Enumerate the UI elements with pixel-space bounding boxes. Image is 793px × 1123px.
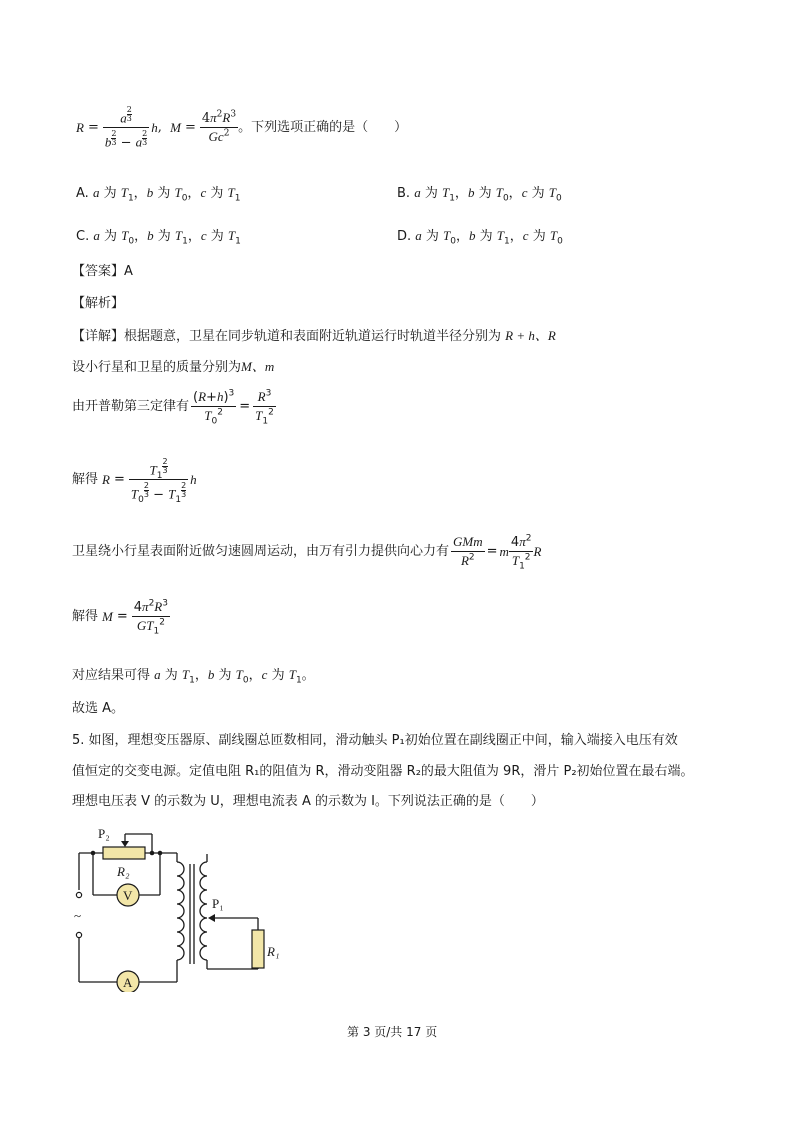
label-P1: P₁ <box>212 896 224 911</box>
label-P2: P₂ <box>98 826 110 841</box>
option-C: C. a 为 $T_0$，b 为 $T_1$，c 为 $T_1$ <box>76 228 241 247</box>
kepler-equation: 由开普勒第三定律有 $\frac{(R+h)^3}{T_0^2}$ = $\frac{R^3}{T_1^2}$ <box>72 388 274 427</box>
label-R1: R₁ <box>267 944 280 959</box>
detail-tail: R + h、R <box>505 328 556 343</box>
q5-line3: 理想电压表 V 的示数为 U，理想电流表 A 的示数为 I。下列说法正确的是（ ） <box>72 794 544 809</box>
gravity-equation: 卫星绕小行星表面附近做匀速圆周运动，由万有引力提供向心力有 $\frac{\text{GMm}}{R^2}$ = m $\frac{4\pi^2}{T_1^2}$ R <box>72 533 542 572</box>
solve-R-equation: 解得 R = $T_1$ $^{\frac{2}{3}}$ $T_0$ $^{\frac{2}{3}}$ − $T_1$ $^{\frac{2}{3}}$ h <box>72 457 197 506</box>
label-R2: R₂ <box>117 864 130 879</box>
formula-line-R-M: R = a $^{\frac{2}{3}}$ b $^{\frac{2}{3}}$ − a $^{\frac{2}{3}}$ h , M = $\frac{4\pi^2R^3}{Gc^2}$ 。下列选项正确的是（ ） <box>76 105 408 151</box>
fraction-R: a $^{\frac{2}{3}}$ b $^{\frac{2}{3}}$ − a $^{\frac{2}{3}}$ <box>104 105 148 151</box>
equals-sign: = <box>87 120 99 136</box>
solve-M-equation: 解得 M = $\frac{4\pi^2R^3}{GT_1^2}$ <box>72 598 168 637</box>
answer-label: 【答案】A <box>72 264 133 279</box>
option-B: B. a 为 $T_1$，b 为 $T_0$，c 为 $T_0$ <box>397 185 562 204</box>
circuit-diagram <box>70 822 300 992</box>
var-R: R <box>76 120 84 136</box>
option-D: D. a 为 $T_0$，b 为 $T_1$，c 为 $T_0$ <box>397 228 563 247</box>
q5-line2: 值恒定的交变电源。定值电阻 R₁的阻值为 R，滑动变阻器 R₂的最大阻值为 9R，滑片 P₂初始位置在最右端。 <box>72 764 694 779</box>
detail-line: 【详解】根据题意，卫星在同步轨道和表面附近轨道运行时轨道半径分别为 R + h、R <box>72 328 556 344</box>
label-A: A <box>123 975 133 990</box>
q5-line1: 5. 如图，理想变压器原、副线圈总匝数相同，滑动触头 P₁初始位置在副线圈正中间，输入端接入电压有效 <box>72 733 678 748</box>
resistor-R1 <box>252 930 264 968</box>
choose-line: 故选 A。 <box>72 701 125 716</box>
resistor-R2 <box>103 847 145 859</box>
question4-tail: 。下列选项正确的是（ ） <box>238 120 408 136</box>
result-line: 对应结果可得 a 为 $T_1$，b 为 $T_0$，c 为 $T_1$。 <box>72 667 315 686</box>
option-A: A. a 为 $T_1$，b 为 $T_0$，c 为 $T_1$ <box>76 185 241 204</box>
label-V: V <box>123 888 133 903</box>
mass-line: 设小行星和卫星的质量分别为M、m <box>72 359 275 375</box>
analysis-title: 【解析】 <box>72 296 125 311</box>
page-footer: 第 3 页/共 17 页 <box>347 1025 438 1039</box>
label-source: ~ <box>74 908 82 923</box>
fraction-M: $\frac{4\pi^2R^3}{Gc^2}$ <box>201 110 237 145</box>
